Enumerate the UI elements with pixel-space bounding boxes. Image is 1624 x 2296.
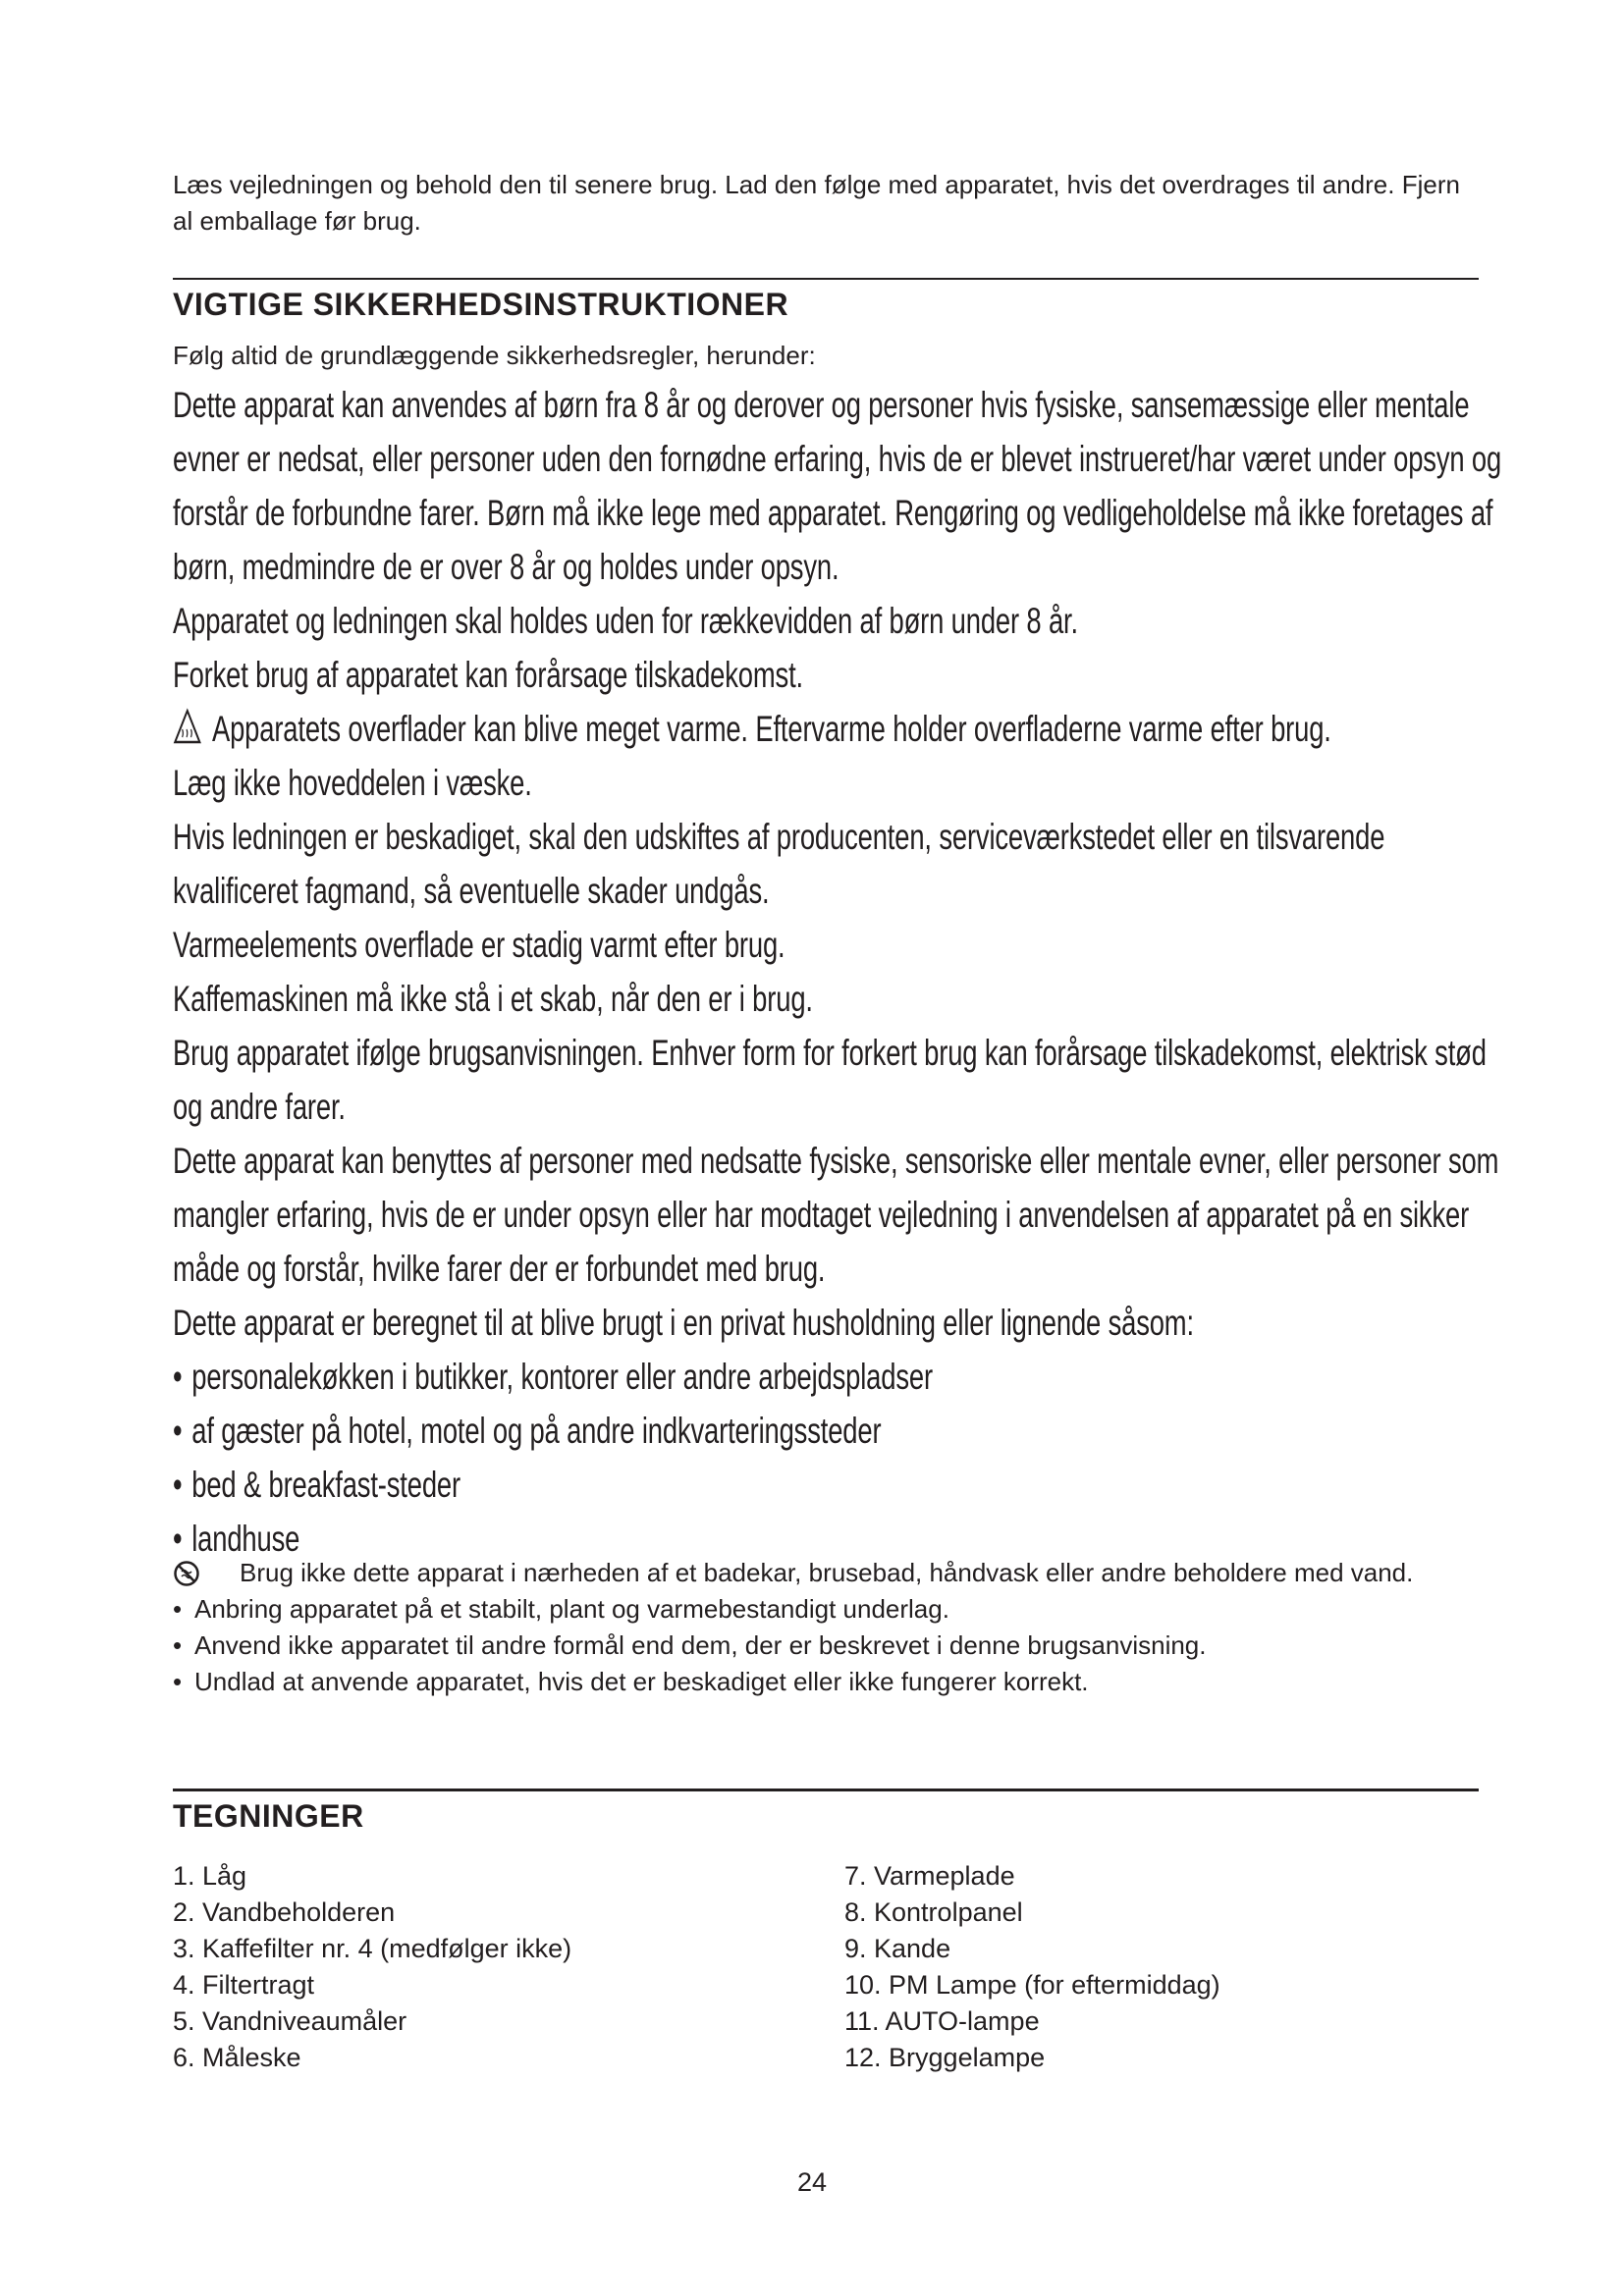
small-list-item: • Undlad at anvende apparatet, hvis det er beskadiget eller ikke fungerer korrekt. [173, 1664, 1489, 1700]
section-divider [173, 278, 1479, 280]
safety-paragraph: Hvis ledningen er beskadiget, skal den udskiftes af producenten, serviceværkstedet eller en tilsvarende kvalificeret fagmand, så eventuelle skader undgås. [173, 817, 1385, 911]
bullet: • [173, 1594, 183, 1624]
bullet: • [173, 1411, 183, 1451]
part-item: 9. Kande [844, 1934, 951, 1963]
water-warning: Brug ikke dette apparat i nærheden af et badekar, brusebad, håndvask eller andre beholdere med vand. [173, 1555, 1489, 1591]
parts-list-right [844, 1858, 1220, 2076]
safety-paragraph: Brug apparatet ifølge brugsanvisningen. Enhver form for forkert brug kan forårsage tilskadekomst, elektrisk stød og andre farer. [173, 1033, 1487, 1127]
safety-paragraph-hot [173, 702, 1508, 756]
use-list-item: • landhuse [173, 1512, 1508, 1566]
drawings-heading: TEGNINGER [173, 1798, 364, 1834]
safety-paragraph: Dette apparat er beregnet til at blive brugt i en privat husholdning eller lignende såsom: [173, 1303, 1194, 1343]
safety-paragraph: Læg ikke hoveddelen i væske. [173, 763, 532, 803]
small-instructions [173, 1555, 1489, 1700]
part-item: 6. Måleske [173, 2043, 301, 2072]
small-list-item: • Anvend ikke apparatet til andre formål end dem, der er beskrevet i denne brugsanvisning. [173, 1628, 1489, 1664]
part-item: 10. PM Lampe (for eftermiddag) [844, 1970, 1220, 2000]
safety-paragraph: Varmeelements overflade er stadig varmt efter brug. [173, 925, 785, 965]
section-divider [173, 1789, 1479, 1791]
intro-text: Læs vejledningen og behold den til senere brug. Lad den følge med apparatet, hvis det overdrages til andre. Fjern al emballage før brug. [173, 170, 1460, 236]
safety-heading: VIGTIGE SIKKERHEDSINSTRUKTIONER [173, 287, 789, 322]
no-water-icon [173, 1560, 200, 1587]
safety-paragraph: Kaffemaskinen må ikke stå i et skab, når den er i brug. [173, 979, 813, 1019]
safety-paragraph: Apparatet og ledningen skal holdes uden for rækkevidden af børn under 8 år. [173, 601, 1078, 641]
part-item: 2. Vandbeholderen [173, 1897, 396, 1927]
safety-instructions [173, 378, 1508, 1566]
part-item: 4. Filtertragt [173, 1970, 315, 2000]
hot-surface-warning-icon [173, 708, 212, 747]
part-item: 8. Kontrolpanel [844, 1897, 1023, 1927]
safety-paragraph: Dette apparat kan benyttes af personer med nedsatte fysiske, sensoriske eller mentale evner, eller personer som mangler erfaring, hvis de er under opsyn eller har modtaget vejledning i anvendelsen af apparatet på en sikker måde og forstår, hvilke farer der er forbundet med brug. [173, 1141, 1499, 1289]
safety-subheading: Følg altid de grundlæggende sikkerhedsregler, herunder: [173, 341, 816, 370]
use-list-item: • af gæster på hotel, motel og på andre indkvarteringssteder [173, 1404, 1508, 1458]
part-item: 12. Bryggelampe [844, 2043, 1046, 2072]
bullet: • [173, 1465, 183, 1505]
parts-list-left [173, 1858, 571, 2076]
bullet: • [173, 1630, 183, 1660]
part-item: 1. Låg [173, 1861, 247, 1891]
safety-paragraph: Dette apparat kan anvendes af børn fra 8 år og derover og personer hvis fysiske, sansemæssige eller mentale evner er nedsat, eller personer uden den fornødne erfaring, hvis de er blevet instrueret/har været under opsyn og forstår de forbundne farer. Børn må ikke lege med apparatet. Rengøring og vedligeholdelse må ikke foretages af børn, medmindre de er over 8 år og holdes under opsyn. [173, 385, 1502, 587]
use-list-item: • bed & breakfast-steder [173, 1458, 1508, 1512]
safety-paragraph: Forket brug af apparatet kan forårsage tilskadekomst. [173, 655, 804, 695]
bullet: • [173, 1519, 183, 1559]
bullet: • [173, 1667, 183, 1696]
part-item: 11. AUTO-lampe [844, 2006, 1040, 2036]
page-number: 24 [796, 2167, 828, 2197]
part-item: 3. Kaffefilter nr. 4 (medfølger ikke) [173, 1934, 572, 1963]
part-item: 5. Vandniveaumåler [173, 2006, 407, 2036]
hot-surface-text: Apparatets overflader kan blive meget varme. Eftervarme holder overfladerne varme efter brug. [211, 709, 1331, 749]
use-list-item: • personalekøkken i butikker, kontorer eller andre arbejdspladser [173, 1350, 1508, 1404]
part-item: 7. Varmeplade [844, 1861, 1015, 1891]
bullet: • [173, 1357, 183, 1397]
small-list-item: • Anbring apparatet på et stabilt, plant og varmebestandigt underlag. [173, 1591, 1489, 1628]
